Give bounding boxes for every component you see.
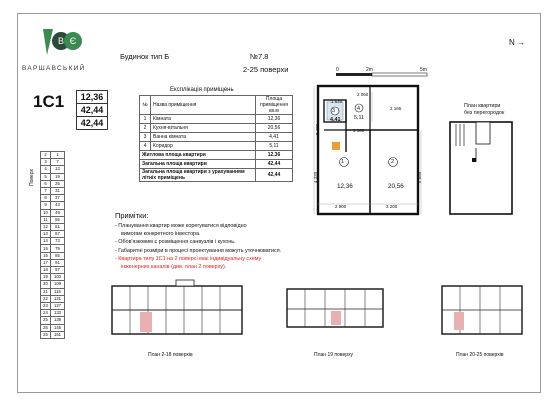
apartment-code: 1С1 (33, 92, 65, 111)
floor-row (41, 231, 65, 238)
floor-number: 18 (41, 267, 51, 274)
apartment-sequence: 43 (51, 202, 65, 209)
floor-row (41, 216, 65, 223)
area-summary-box (76, 90, 108, 130)
floor-number: 22 (41, 295, 51, 302)
floor-plan-caption: План 20-25 поверхів (456, 352, 504, 358)
dim-label: 2 060 (357, 92, 369, 97)
floor-number: 12 (41, 223, 51, 230)
note-item-red: інженерних каналів (див. план 2 поверху). (121, 264, 227, 271)
floor-row (41, 252, 65, 259)
apartment-sequence: 25 (51, 180, 65, 187)
logo-letter-2: Є (69, 36, 77, 46)
floor-row (41, 159, 65, 166)
floor-row (41, 281, 65, 288)
floor-number: 20 (41, 281, 51, 288)
floor-number: 9 (41, 202, 51, 209)
floor-row (41, 238, 65, 245)
living-area: 12,36 (77, 91, 107, 104)
notes-title: Примітки: (115, 211, 149, 220)
room-area-1: 12,36 (337, 183, 353, 190)
total-row: Житлова площа квартири 12,36 (140, 151, 293, 160)
floor-row (41, 288, 65, 295)
floor-plan-19 (285, 285, 385, 333)
floor-plan-caption: План 2-18 поверхів (148, 352, 193, 358)
floors-range: 2-25 поверхи (243, 65, 289, 74)
floor-row (41, 331, 65, 338)
apartment-sequence: 13 (51, 166, 65, 173)
floor-number: 7 (41, 187, 51, 194)
explication-title: Експлікація приміщень (170, 87, 234, 93)
scale-label-0: 0 (336, 67, 339, 73)
brand-name: ВАРШАВСЬКИЙ (22, 65, 86, 72)
floor-number: 16 (41, 252, 51, 259)
floor-number: 6 (41, 180, 51, 187)
apartment-sequence: 37 (51, 195, 65, 202)
room-area-4: 5,11 (354, 115, 365, 121)
table-row: 2 Кухня-вітальня 20,56 (140, 124, 293, 133)
floor-number: 11 (41, 216, 51, 223)
floor-number: 23 (41, 302, 51, 309)
total-area-summer: 42,44 (80, 118, 104, 128)
total-row: Загальна площа квартири 42,44 (140, 160, 293, 169)
floor-row (41, 302, 65, 309)
apartment-sequence: 151 (51, 331, 65, 338)
scale-bar (336, 72, 431, 80)
apartment-sequence: 55 (51, 216, 65, 223)
apartment-sequence: 31 (51, 187, 65, 194)
apartment-sequence: 79 (51, 245, 65, 252)
apartment-floor-plan (312, 82, 422, 222)
floor-row (41, 195, 65, 202)
floor-number: 5 (41, 173, 51, 180)
apartment-sequence: 73 (51, 238, 65, 245)
table-row: 3 Ванна кімната 4,41 (140, 133, 293, 142)
apartment-sequence: 19 (51, 173, 65, 180)
floor-number: 24 (41, 310, 51, 317)
floor-row (41, 202, 65, 209)
room-number-3: 3 (332, 108, 335, 114)
brand-logo (37, 25, 89, 60)
dim-label: 2 420 (315, 123, 321, 136)
floor-row (41, 267, 65, 274)
floor-row (41, 209, 65, 216)
floor-row (41, 180, 65, 187)
floor-number: 15 (41, 245, 51, 252)
open-plan-diagram (446, 118, 516, 218)
floor-row (41, 274, 65, 281)
apartment-sequence: 127 (51, 302, 65, 309)
floor-number: 3 (41, 159, 51, 166)
floor-number: 17 (41, 259, 51, 266)
apartment-sequence: 133 (51, 310, 65, 317)
floor-plan-20-25 (440, 280, 525, 340)
floor-row (41, 223, 65, 230)
floor-row (41, 187, 65, 194)
floor-number: 21 (41, 288, 51, 295)
floor-plan-2-18 (110, 278, 245, 343)
room-number-1: 1 (341, 159, 344, 165)
apartment-number: №7.8 (250, 52, 269, 61)
note-item-red: - Квартира типу 1С1 на 2 поверсі має індивідуальну схему (115, 255, 262, 262)
total-area: 42,44 (77, 104, 107, 117)
table-row: 4 Коридор 5,11 (140, 142, 293, 151)
north-arrow: N → (509, 38, 526, 47)
apartment-sequence: 1 (51, 152, 65, 159)
note-item: - Обов'язковим є розміщення санвузлів і кухонь. (115, 239, 236, 246)
scale-label-5m: 5m (420, 67, 427, 73)
apartment-sequence: 49 (51, 209, 65, 216)
dim-label: 1 160 (353, 128, 365, 133)
floor-row (41, 317, 65, 324)
apartment-sequence: 7 (51, 159, 65, 166)
floor-number: 14 (41, 238, 51, 245)
room-area-2: 20,56 (388, 183, 404, 190)
apartment-sequence: 85 (51, 252, 65, 259)
room-number-2: 2 (391, 159, 394, 165)
floor-number: 10 (41, 209, 51, 216)
note-item: вимогам конкретного інвестора. (121, 231, 201, 238)
table-row: 1 Кімната 12,36 (140, 115, 293, 124)
floor-number: 25 (41, 331, 51, 338)
open-plan-label: План квартири без перегородок (464, 103, 505, 116)
dim-label: 3 200 (386, 204, 398, 209)
floor-number: 25 (41, 324, 51, 331)
apartment-sequence: 139 (51, 317, 65, 324)
apartment-sequence: 115 (51, 288, 65, 295)
floor-row (41, 310, 65, 317)
floor-number: 2 (41, 152, 51, 159)
dim-label: 4 320 (313, 171, 319, 184)
building-type: Будинок тип Б (120, 52, 170, 61)
floor-number: 4 (41, 166, 51, 173)
room-number-4: 4 (357, 106, 360, 112)
floor-number: 8 (41, 195, 51, 202)
floor-number: 25 (41, 317, 51, 324)
note-item: - Планування квартир може корегуватися відповідно (115, 223, 247, 229)
apartment-sequence: 109 (51, 281, 65, 288)
floor-row (41, 295, 65, 302)
apartment-sequence: 97 (51, 267, 65, 274)
floor-plan-caption: План 19 поверху (314, 352, 353, 358)
notes-list (115, 222, 281, 271)
logo-letter-1: В (57, 36, 65, 46)
dim-label: 5 850 (417, 171, 423, 184)
apartment-sequence: 91 (51, 259, 65, 266)
floor-table-label: Поверх (29, 169, 35, 186)
total-row: Загальна площа квартири з урахуванням літніх приміщень 42,44 (140, 169, 293, 182)
scale-label-2m: 2m (366, 67, 373, 73)
floor-number: 13 (41, 231, 51, 238)
floor-row (41, 166, 65, 173)
explication-table (139, 95, 293, 182)
floor-row (41, 245, 65, 252)
apartment-sequence: 67 (51, 231, 65, 238)
floor-row (41, 324, 65, 331)
apartment-sequence: 145 (51, 324, 65, 331)
note-item: - Габаритні розміри в процесі проектування можуть уточнюватися. (115, 247, 282, 254)
room-area-3: 4,41 (330, 117, 341, 123)
floor-row (41, 173, 65, 180)
table-header-row: № Назва приміщення Площа приміщення кв.м (140, 96, 293, 115)
north-label: N (509, 38, 515, 47)
floor-table (40, 151, 65, 339)
apartment-sequence: 103 (51, 274, 65, 281)
floor-row (41, 152, 65, 159)
dim-label: 2 165 (390, 106, 402, 111)
floor-row (41, 259, 65, 266)
dim-label: 2 900 (335, 204, 347, 209)
floor-number: 19 (41, 274, 51, 281)
apartment-sequence: 121 (51, 295, 65, 302)
apartment-sequence: 61 (51, 223, 65, 230)
dim-label: 1 640 (331, 99, 343, 104)
